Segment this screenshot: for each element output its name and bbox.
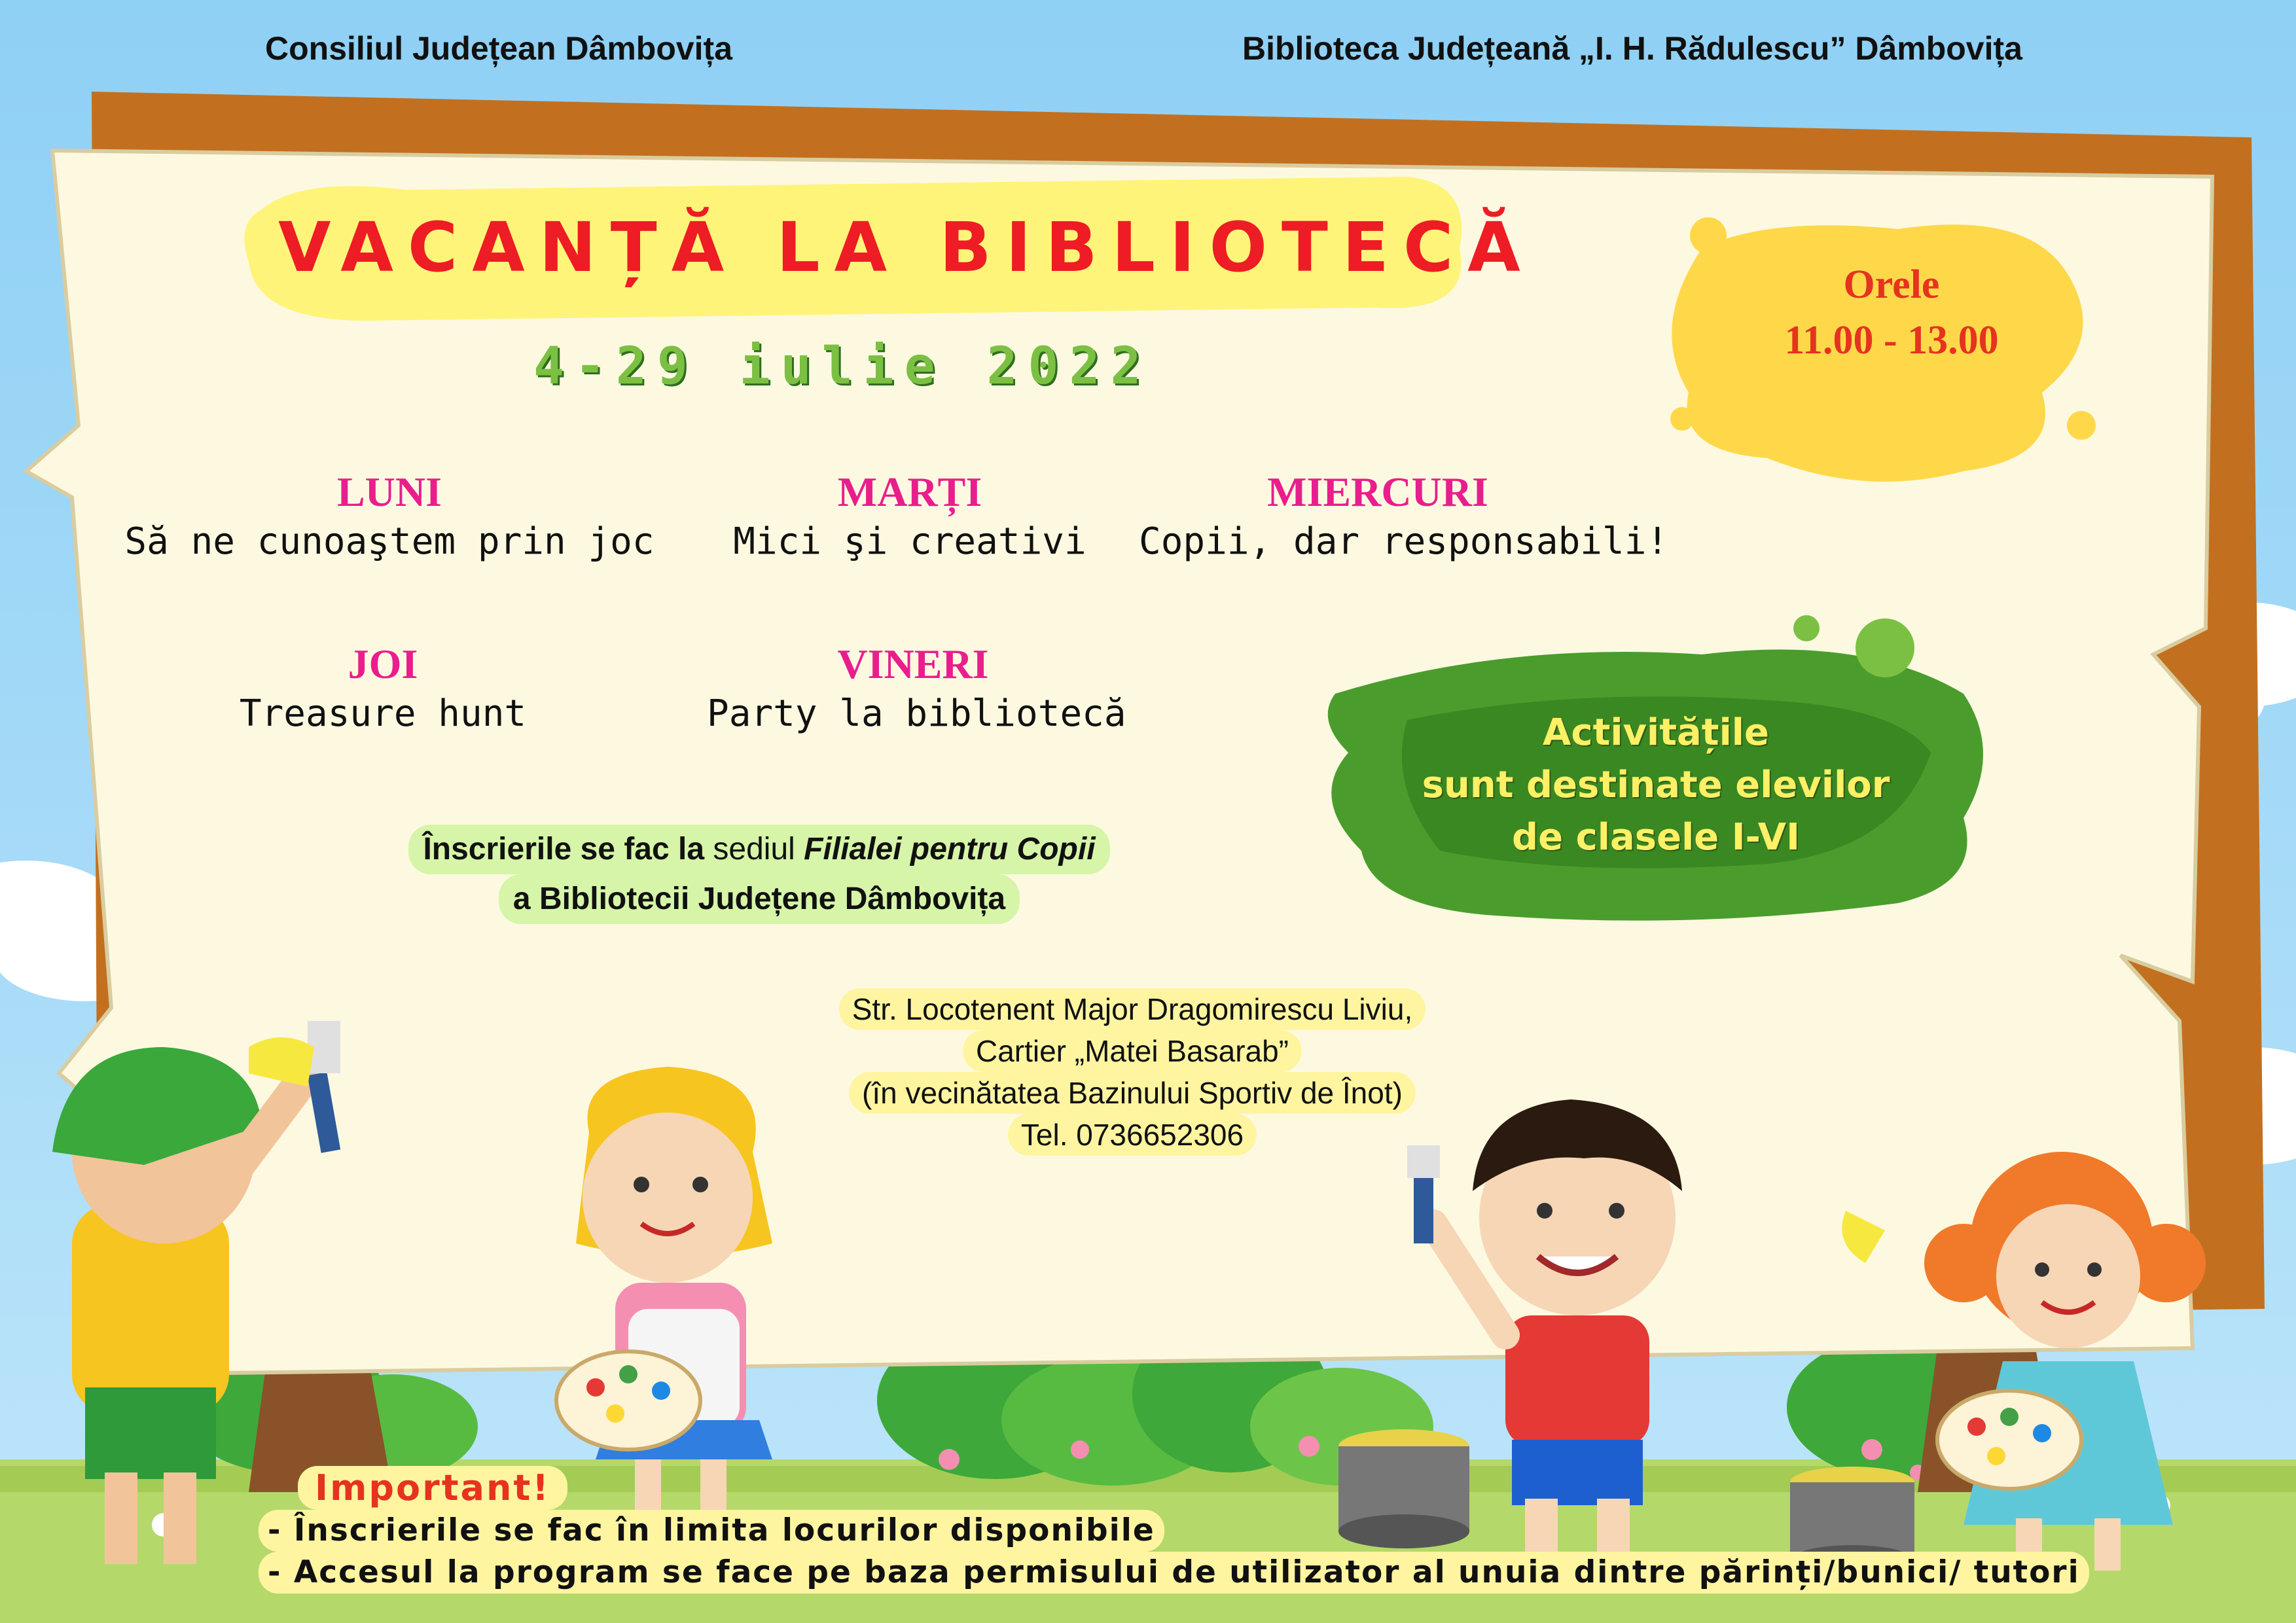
address-line: Str. Locotenent Major Dragomirescu Liviu, xyxy=(839,988,1426,1030)
phone-number: Tel. 0736652306 xyxy=(1008,1114,1257,1156)
address-line: (în vecinătatea Bazinului Sportiv de Înot) xyxy=(849,1072,1416,1114)
important-line: - Înscrierile se fac în limita locurilor disponibile xyxy=(259,1510,1164,1552)
address-block xyxy=(798,988,1466,1156)
hours-label: Orele xyxy=(1843,262,1940,307)
registration-line-2: a Bibliotecii Județene Dâmbovița xyxy=(499,874,1020,924)
day-name: JOI xyxy=(348,641,418,687)
day-name: MARȚI xyxy=(837,469,982,515)
registration-part1: Înscrierile se fac la xyxy=(423,832,705,866)
header-organization-right: Biblioteca Județeană „I. H. Rădulescu” Dâmbovița xyxy=(1242,30,2022,67)
important-title: Important! xyxy=(298,1466,567,1510)
important-notes xyxy=(259,1466,2089,1594)
poster-title: VACANȚĂ LA BIBLIOTECĂ xyxy=(278,207,1535,287)
schedule-day-wednesday xyxy=(1139,468,1669,563)
hours-range: 11.00 - 13.00 xyxy=(1784,318,1999,363)
day-activity: Party la bibliotecă xyxy=(707,692,1126,735)
day-activity: Treasure hunt xyxy=(239,692,527,735)
schedule-day-friday xyxy=(707,640,1126,735)
event-dates: 4-29 iulie 2022 xyxy=(533,337,1152,396)
day-name: LUNI xyxy=(336,469,442,515)
registration-line-1 xyxy=(408,825,1109,874)
schedule-day-monday xyxy=(118,468,661,563)
day-activity: Să ne cunoaştem prin joc xyxy=(124,520,655,563)
schedule-day-thursday xyxy=(196,640,569,735)
hours-block xyxy=(1662,229,2121,517)
title-block xyxy=(242,173,1535,321)
important-line: - Accesul la program se face pe baza permisului de utilizator al unuia dintre părinți/bunici/ tutori xyxy=(259,1552,2089,1594)
header-organization-left: Consiliul Județean Dâmbovița xyxy=(265,30,733,67)
target-audience-text xyxy=(1316,707,1996,864)
day-activity: Mici şi creativi xyxy=(733,520,1086,563)
target-audience-block xyxy=(1316,628,1996,936)
registration-info xyxy=(373,825,1145,924)
target-line: sunt destinate elevilor xyxy=(1422,764,1890,806)
target-line: Activitățile xyxy=(1543,711,1769,754)
day-name: VINERI xyxy=(837,641,989,687)
schedule-day-tuesday xyxy=(713,468,1106,563)
registration-part3: Filialei pentru Copii xyxy=(804,832,1096,866)
day-activity: Copii, dar responsabili! xyxy=(1139,520,1669,563)
day-name: MIERCURI xyxy=(1267,469,1488,515)
target-line: de clasele I-VI xyxy=(1512,816,1800,859)
address-line: Cartier „Matei Basarab” xyxy=(963,1030,1302,1072)
registration-part2: sediul xyxy=(713,832,795,866)
